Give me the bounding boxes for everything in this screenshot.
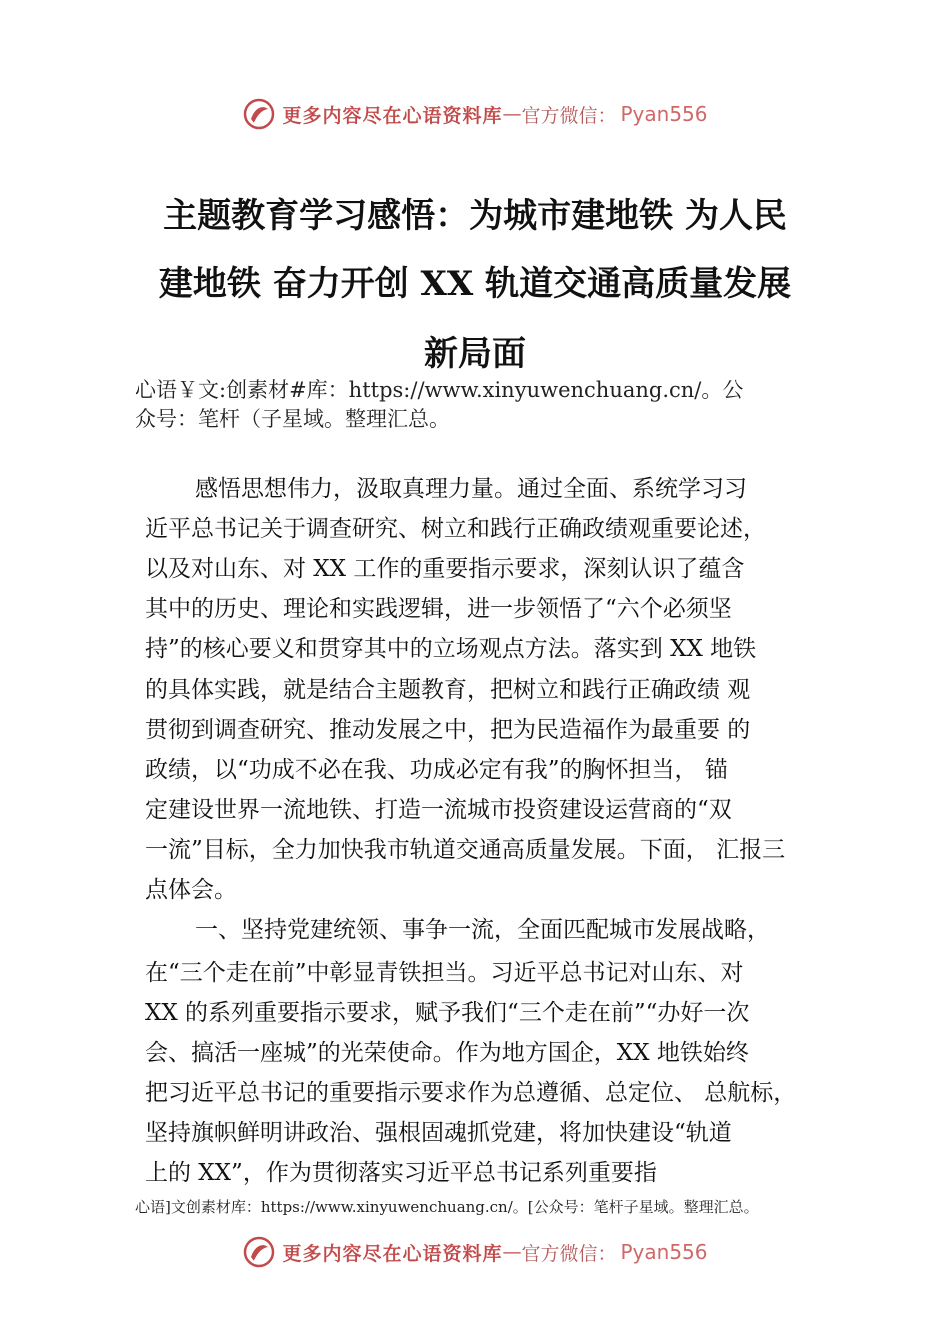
body-line: 坚持旗帜鲜明讲政治、强根固魂抓党建，将加快建设“轨道 xyxy=(145,1120,732,1146)
header-banner xyxy=(0,92,950,136)
body-line: 会、搞活一座城”的光荣使命。作为地方国企，XX 地铁始终 xyxy=(145,1040,749,1066)
banner-separator: — xyxy=(502,1241,522,1263)
source-note-line-2: 众号：笔杆（子星域。整理汇总。 xyxy=(135,407,450,431)
footer-banner xyxy=(0,1230,950,1274)
library-logo-icon xyxy=(242,97,276,131)
banner-wechat-label: 官方微信： xyxy=(521,1242,617,1265)
banner-text: 更多内容尽在心语资料库 xyxy=(282,1242,503,1265)
banner-wechat-handle: Pyan556 xyxy=(620,102,708,126)
banner-text: 更多内容尽在心语资料库 xyxy=(282,104,503,127)
source-note-line-1: 心语￥文:创素材#库：https://www.xinyuwenchuang.cn/。公 xyxy=(135,378,744,402)
body-line: 的具体实践，就是结合主题教育，把树立和践行正确政绩 观 xyxy=(145,677,751,703)
body-line: 以及对山东、对 XX 工作的重要指示要求，深刻认识了蕴含 xyxy=(145,556,745,582)
body-line: 贯彻到调查研究、推动发展之中，把为民造福作为最重要 的 xyxy=(145,717,751,743)
body-line: 把习近平总书记的重要指示要求作为总遵循、总定位、 总航标， xyxy=(145,1080,797,1106)
banner-wechat-handle: Pyan556 xyxy=(620,1240,708,1264)
body-line: 政绩，以“功成不必在我、功成必定有我”的胸怀担当， 锚 xyxy=(145,757,728,783)
body-line: 一流”目标，全力加快我市轨道交通高质量发展。下面， 汇报三 xyxy=(145,837,786,863)
body-line: 上的 XX”，作为贯彻落实习近平总书记系列重要指 xyxy=(145,1160,657,1186)
body-line: 点体会。 xyxy=(145,877,237,903)
body-line: 近平总书记关于调查研究、树立和践行正确政绩观重要论述， xyxy=(145,516,766,542)
page-title-line-3: 新局面 xyxy=(424,334,526,374)
body-line: 在“三个走在前”中彰显青铁担当。习近平总书记对山东、对 xyxy=(145,960,744,986)
body-line: 定建设世界一流地铁、打造一流城市投资建设运营商的“双 xyxy=(145,797,732,823)
page-title-line-2: 建地铁 奋力开创 XX 轨道交通高质量发展 xyxy=(158,264,792,304)
page-title-line-1: 主题教育学习感悟：为城市建地铁 为人民 xyxy=(163,196,787,236)
footer-source-note: 心语]文创素材库：https://www.xinyuwenchuang.cn/。[公众号：笔杆子星域。整理汇总。 xyxy=(135,1198,759,1216)
banner-wechat-label: 官方微信： xyxy=(521,104,617,127)
section-heading-1: 一、坚持党建统领、事争一流，全面匹配城市发展战略， xyxy=(195,917,770,943)
body-line: 其中的历史、理论和实践逻辑，进一步领悟了“六个必须坚 xyxy=(145,596,732,622)
body-line: 持”的核心要义和贯穿其中的立场观点方法。落实到 XX 地铁 xyxy=(145,636,757,662)
library-logo-icon xyxy=(242,1235,276,1269)
body-line: XX 的系列重要指示要求，赋予我们“三个走在前”“办好一次 xyxy=(145,1000,750,1026)
body-line: 感悟思想伟力，汲取真理力量。通过全面、系统学习习 xyxy=(195,476,747,502)
banner-separator: — xyxy=(502,103,522,125)
